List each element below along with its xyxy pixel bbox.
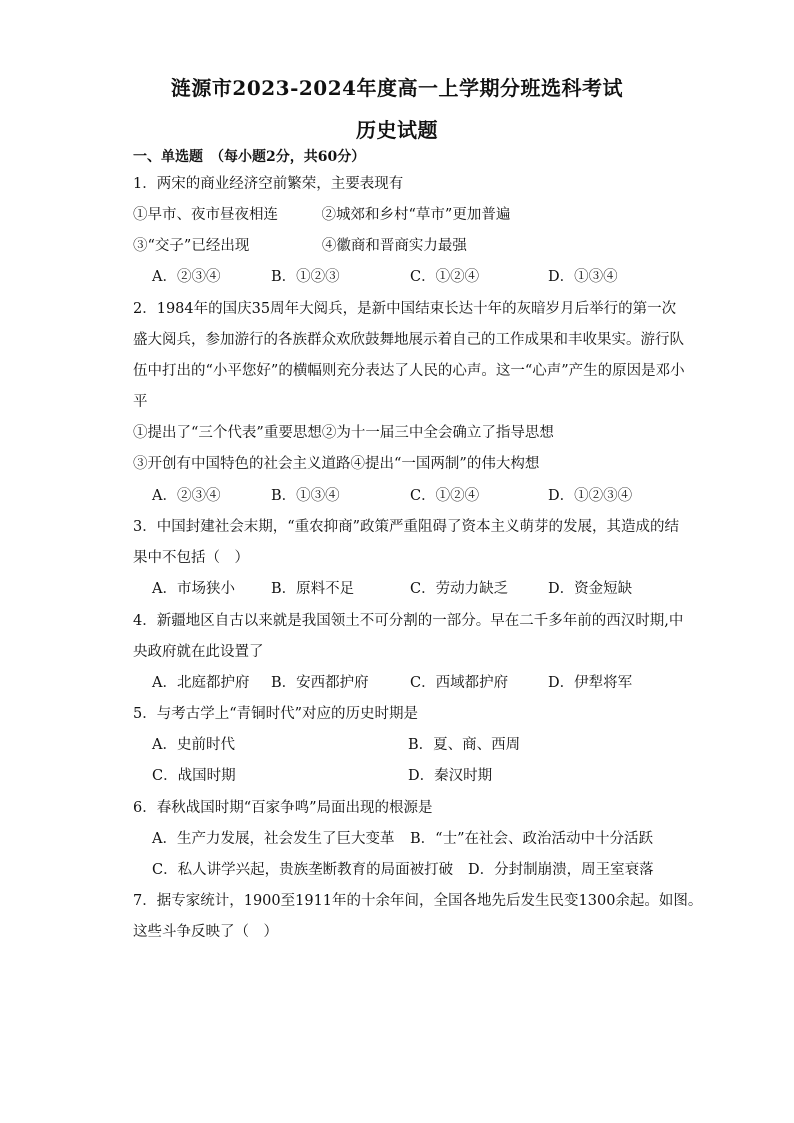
question-2-item-line: ③开创有中国特色的社会主义道路④提出“一国两制”的伟大构想 [133,456,540,472]
question-4-option-c[interactable]: C．西域都护府 [410,675,509,691]
question-5-option-c[interactable]: C．战国时期 [152,768,236,784]
question-4-option-a[interactable]: A．北庭都护府 [152,675,250,691]
question-5-stem: 5．与考古学上“青铜时代”对应的历史时期是 [133,706,419,722]
question-2-option-c[interactable]: C．①②④ [410,488,480,504]
exam-title: 涟源市2023-2024年度高一上学期分班选科考试 [170,76,624,100]
exam-subtitle: 历史试题 [356,118,438,142]
question-4-stem-line: 央政府就在此设置了 [133,644,264,660]
question-1-stem: 1．两宋的商业经济空前繁荣，主要表现有 [133,176,404,192]
question-5-option-a[interactable]: A．史前时代 [152,737,235,753]
question-3-option-c[interactable]: C．劳动力缺乏 [410,581,509,597]
question-2-stem-line: 平 [133,394,148,410]
question-1-item-line: ①早市、夜市昼夜相连 ②城郊和乡村“草市”更加普遍 [133,207,511,223]
question-1-item-line: ③“交子”已经出现 ④徽商和晋商实力最强 [133,238,467,254]
question-3-option-a[interactable]: A．市场狭小 [152,581,235,597]
question-1-option-a[interactable]: A．②③④ [152,269,221,285]
question-3-option-d[interactable]: D．资金短缺 [548,581,633,597]
question-6-option-b[interactable]: B．“士”在社会、政治活动中十分活跃 [410,831,653,847]
question-1-option-b[interactable]: B．①②③ [271,269,340,285]
question-3-stem-line: 3．中国封建社会末期，“重农抑商”政策严重阻碍了资本主义萌芽的发展，其造成的结 [133,519,680,535]
question-4-option-d[interactable]: D．伊犁将军 [548,675,633,691]
question-2-option-b[interactable]: B．①③④ [271,488,340,504]
question-4-stem-line: 4．新疆地区自古以来就是我国领土不可分割的一部分。早在二千多年前的西汉时期,中 [133,613,684,629]
question-5-option-b[interactable]: B．夏、商、西周 [408,737,521,753]
question-7-stem-line: 这些斗争反映了（ ） [133,924,278,940]
question-5-option-d[interactable]: D．秦汉时期 [408,768,493,784]
question-2-stem-line: 2．1984年的国庆35周年大阅兵，是新中国结束长达十年的灰暗岁月后举行的第一次 [133,301,677,317]
question-2-option-d[interactable]: D．①②③④ [548,488,633,504]
section-heading: 一、单选题 （每小题2分，共60分） [133,149,366,165]
question-2-option-a[interactable]: A．②③④ [152,488,221,504]
question-6-option-d[interactable]: D．分封制崩溃，周王室衰落 [468,862,654,878]
question-1-option-c[interactable]: C．①②④ [410,269,480,285]
question-7-stem-line: 7．据专家统计，1900至1911年的十余年间，全国各地先后发生民变1300余起。如图。 [133,893,703,909]
question-3-option-b[interactable]: B．原料不足 [271,581,355,597]
question-2-stem-line: 伍中打出的“小平您好”的横幅则充分表达了人民的心声。这一“心声”产生的原因是邓小 [133,363,685,379]
question-6-option-c[interactable]: C．私人讲学兴起，贵族垄断教育的局面被打破 [152,862,454,878]
question-1-option-d[interactable]: D．①③④ [548,269,618,285]
question-2-stem-line: 盛大阅兵，参加游行的各族群众欢欣鼓舞地展示着自己的工作成果和丰收果实。游行队 [133,332,684,348]
question-6-option-a[interactable]: A．生产力发展，社会发生了巨大变革 [152,831,395,847]
question-6-stem: 6．春秋战国时期“百家争鸣”局面出现的根源是 [133,800,433,816]
question-3-stem-line: 果中不包括（ ） [133,550,249,566]
question-4-option-b[interactable]: B．安西都护府 [271,675,369,691]
question-2-item-line: ①提出了“三个代表”重要思想②为十一届三中全会确立了指导思想 [133,425,554,441]
